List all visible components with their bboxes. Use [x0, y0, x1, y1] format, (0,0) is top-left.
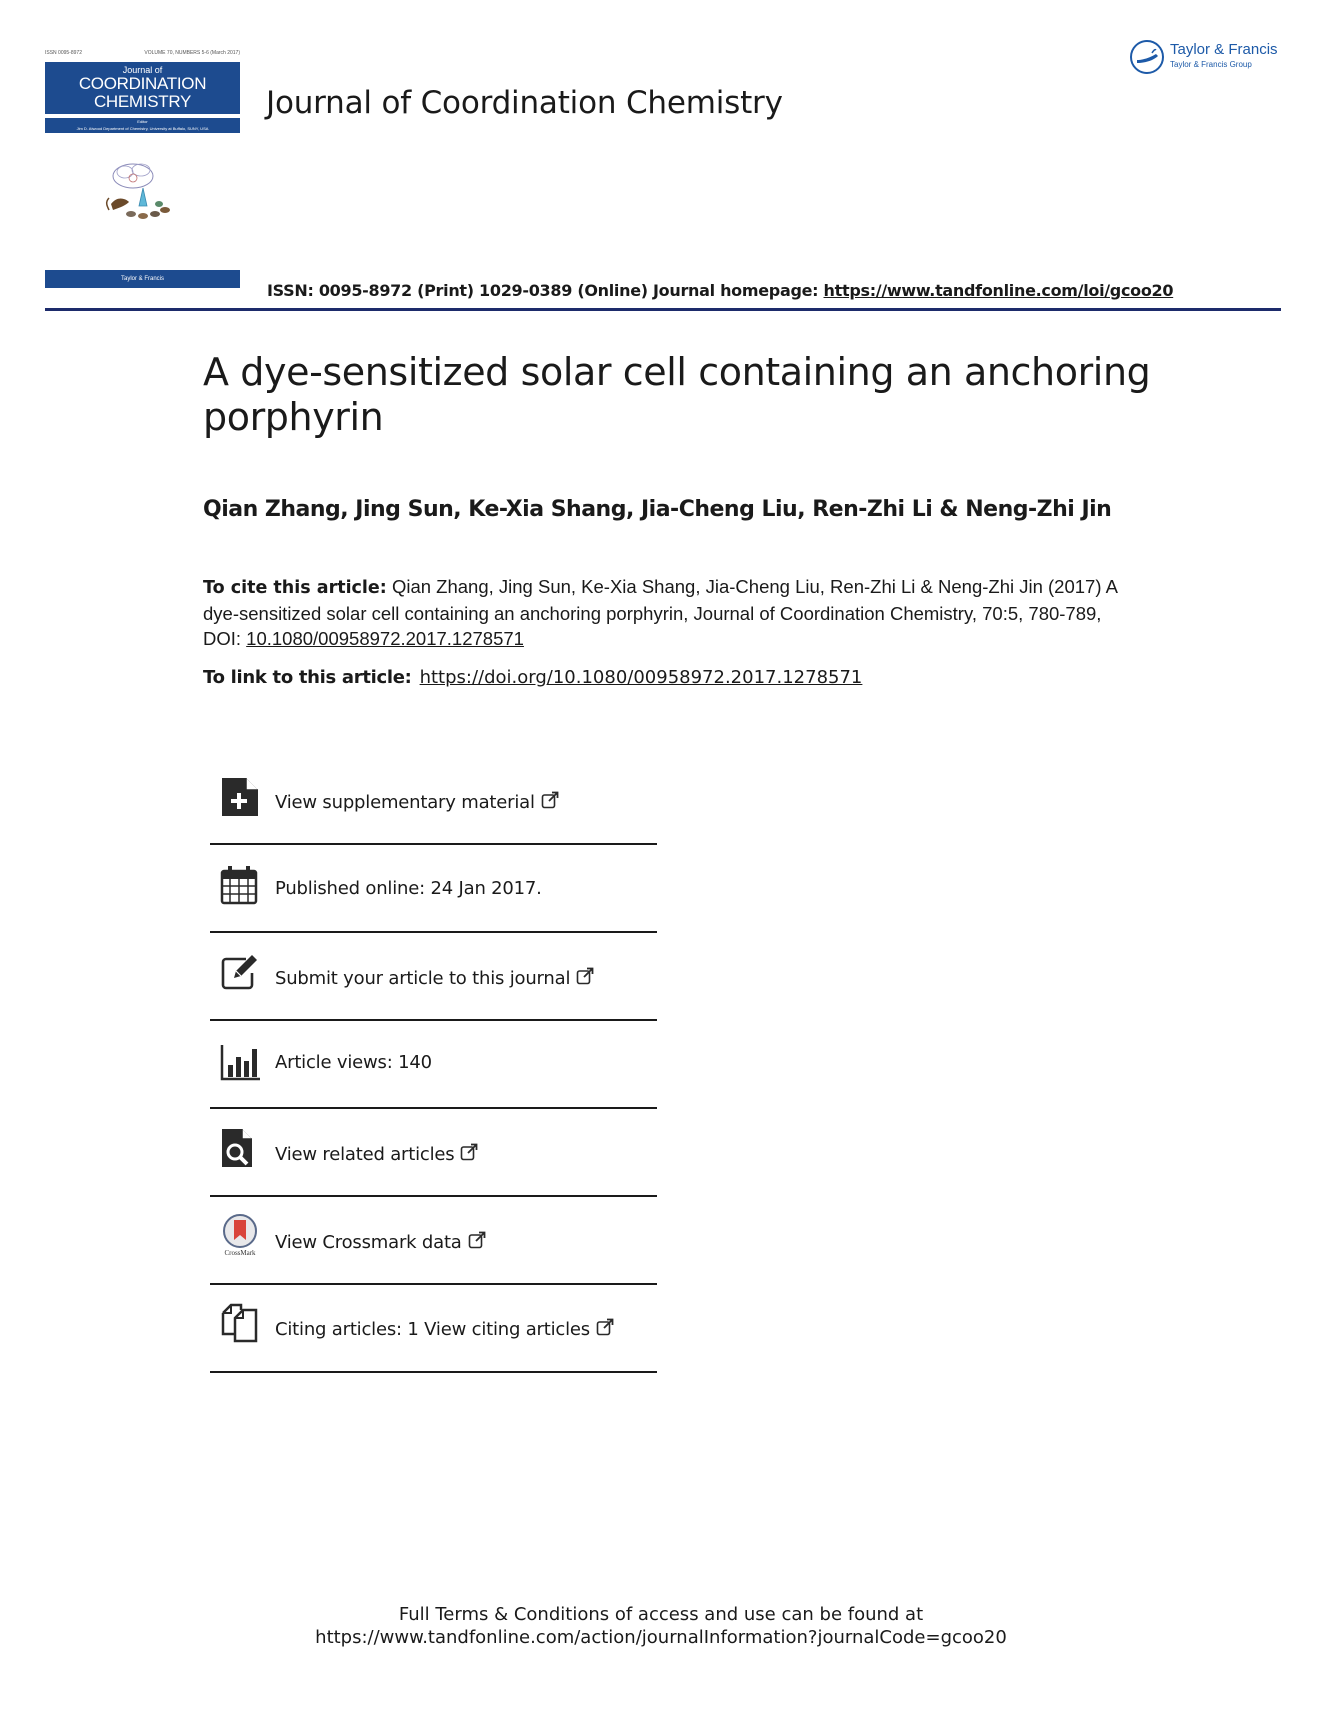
article-link-line — [203, 667, 862, 688]
publisher-logo[interactable] — [1128, 38, 1288, 78]
submit-article-label: Submit your article to this journal — [275, 967, 594, 989]
article-views-label: Article views: 140 — [275, 1052, 432, 1073]
cover-editor-band — [45, 118, 240, 133]
issn-line — [267, 281, 1173, 300]
crossmark-label: View Crossmark data — [275, 1231, 486, 1253]
crossmark-caption: CrossMark — [224, 1249, 256, 1256]
cover-coordination: COORDINATION — [78, 74, 207, 93]
search-file-icon — [220, 1127, 260, 1169]
bar-chart-icon — [220, 1043, 260, 1085]
article-views-row — [210, 1021, 657, 1109]
cover-title-band — [45, 62, 240, 114]
cite-label: To cite this article: — [203, 578, 387, 598]
link-label: To link to this article: — [203, 667, 412, 688]
journal-title: Journal of Coordination Chemistry — [266, 85, 783, 121]
published-online-label: Published online: 24 Jan 2017. — [275, 878, 542, 899]
citing-articles-label: Citing articles: 1 View citing articles — [275, 1318, 614, 1340]
citation-block — [203, 574, 1123, 651]
article-doi-link[interactable]: https://doi.org/10.1080/00958972.2017.1278571 — [419, 667, 863, 688]
external-link-icon — [460, 1143, 478, 1161]
article-title: A dye-sensitized solar cell containing an anchoring porphyrin — [203, 350, 1151, 439]
external-link-icon — [576, 967, 594, 985]
related-articles-link[interactable] — [210, 1109, 657, 1197]
cover-volume: VOLUME 70, NUMBERS 5-6 (March 2017) — [144, 50, 240, 56]
external-link-icon — [541, 791, 559, 809]
cite-text: Qian Zhang, Jing Sun, Ke-Xia Shang, Jia-Cheng Liu, Ren-Zhi Li & Neng-Zhi Jin (2017) A dye-sensitized solar cell containing an anchoring porphyrin, Journal of Coordination Chemistry, 70:5, 780-789, DOI: — [203, 576, 1117, 649]
crossmark-icon — [220, 1214, 260, 1256]
cover-chemistry: CHEMISTRY — [93, 92, 192, 111]
publisher-lamp-icon — [1128, 38, 1166, 76]
copy-icon — [220, 1302, 260, 1344]
published-online-row — [210, 845, 657, 933]
publisher-group: Taylor & Francis Group — [1170, 60, 1252, 69]
article-links-list — [210, 757, 657, 1373]
issn-text: ISSN: 0095-8972 (Print) 1029-0389 (Online) Journal homepage: — [267, 281, 824, 300]
footer-line-1: Full Terms & Conditions of access and use can be found at — [398, 1604, 924, 1625]
cover-journal-of: Journal of — [122, 65, 163, 75]
cover-foot-logo: Taylor & Francis — [120, 276, 164, 282]
journal-homepage-link[interactable]: https://www.tandfonline.com/loi/gcoo20 — [823, 281, 1174, 300]
article-authors: Qian Zhang, Jing Sun, Ke-Xia Shang, Jia-Cheng Liu, Ren-Zhi Li & Neng-Zhi Jin — [203, 497, 1112, 522]
cover-issn: ISSN 0095-8972 — [45, 50, 82, 56]
supplementary-material-link[interactable] — [210, 757, 657, 845]
supplementary-material-label: View supplementary material — [275, 791, 559, 813]
file-plus-icon — [220, 776, 260, 818]
cover-editor-name: Jim D. Atwood Department of Chemistry, University at Buffalo, SUNY, USA — [76, 126, 209, 131]
cover-top-meta — [45, 50, 240, 62]
cite-doi-link[interactable]: 10.1080/00958972.2017.1278571 — [246, 628, 524, 649]
external-link-icon — [596, 1318, 614, 1336]
citing-articles-link[interactable] — [210, 1285, 657, 1373]
edit-icon — [220, 951, 260, 993]
cover-editor-label: Editor — [137, 119, 148, 124]
external-link-icon — [468, 1231, 486, 1249]
header-divider — [45, 308, 1281, 311]
calendar-icon — [220, 865, 260, 907]
footer-terms — [0, 1603, 1322, 1649]
cover-footer-band — [45, 270, 240, 288]
footer-terms-link[interactable]: https://www.tandfonline.com/action/journalInformation?journalCode=gcoo20 — [315, 1627, 1007, 1648]
submit-article-link[interactable] — [210, 933, 657, 1021]
journal-cover-thumbnail — [45, 50, 240, 290]
related-articles-label: View related articles — [275, 1143, 478, 1165]
crossmark-link[interactable] — [210, 1197, 657, 1285]
cover-illustration — [103, 158, 175, 226]
publisher-name: Taylor & Francis — [1170, 41, 1278, 58]
